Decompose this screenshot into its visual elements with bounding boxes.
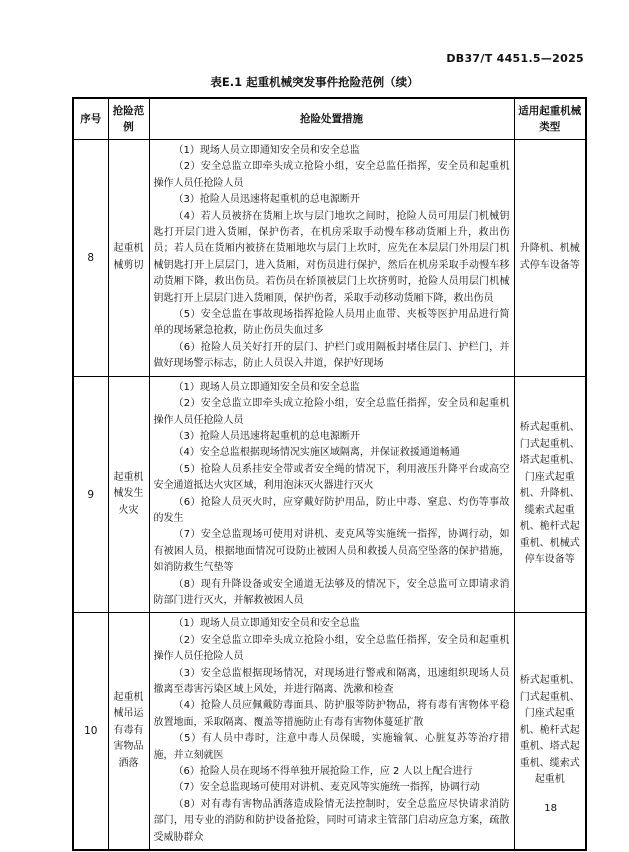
row-type: 桥式起重机、门式起重机、门座式起重机、桅杆式起重机、塔式起重机、缆索式起重机 bbox=[514, 613, 586, 850]
measure-item: （6）抢险人员关好打开的层门、护栏门或用隔板封堵住层门、护栏门，并做好现场警示标志，防止人员误入井道，保护好现场 bbox=[153, 341, 510, 370]
table-title: 表E.1 起重机械突发事件抢险范例（续） bbox=[210, 75, 419, 89]
measure-item: （5）安全总监在事故现场指挥抢险人员用止血带、夹板等医护用品进行简单的现场紧急抢救，防止伤员失血过多 bbox=[153, 309, 510, 337]
row-scope: 起重机械剪切 bbox=[108, 140, 149, 377]
table-header-row bbox=[73, 98, 586, 140]
measure-item: （8）对有毒有害物品洒落造成险情无法控制时，安全总监应尽快请求消防部门，用专业的消防和防护设备抢险，同时可请求主管部门启动应急方案，疏散受威胁群众 bbox=[153, 798, 510, 843]
table-row bbox=[73, 376, 586, 613]
row-scope: 起重机械吊运有毒有害物品洒落 bbox=[108, 613, 149, 850]
header-measures: 抢险处置措施 bbox=[149, 98, 514, 140]
measure-item: （3）抢险人员迅速将起重机的总电源断开 bbox=[173, 430, 360, 442]
standard-number: DB37/T 4451.5—2025 bbox=[446, 52, 584, 65]
row-measures bbox=[149, 140, 514, 377]
measure-item: （1）现场人员立即通知安全员和安全总监 bbox=[173, 381, 360, 393]
row-no: 9 bbox=[73, 376, 108, 613]
header-type: 适用起重机械类型 bbox=[514, 98, 586, 140]
table-row bbox=[73, 613, 586, 850]
row-type: 升降机、机械式停车设备等 bbox=[514, 140, 586, 377]
measure-item: （8）现有升降设备或安全通道无法够及的情况下，安全总监可立即请求消防部门进行灭火，并解救被困人员 bbox=[153, 578, 510, 606]
measure-item: （2）安全总监立即牵头成立抢险小组，安全总监任指挥，安全员和起重机操作人员任抢险人员 bbox=[153, 634, 510, 663]
row-measures bbox=[149, 376, 514, 613]
row-measures bbox=[149, 613, 514, 850]
measure-item: （7）安全总监现场可使用对讲机、麦克风等实施统一指挥，协调行动 bbox=[173, 782, 480, 794]
measure-item: （4）安全总监根据现场情况实施区域隔离，并保证救援通道畅通 bbox=[173, 447, 460, 459]
measure-item: （6）抢险人员灭火时，应穿戴好防护用品，防止中毒、窒息、灼伤等事故的发生 bbox=[153, 496, 510, 524]
measure-item: （2）安全总监立即牵头成立抢险小组，安全总监任指挥，安全员和起重机操作人员任抢险人员 bbox=[153, 398, 510, 426]
rescue-measures-table bbox=[72, 97, 587, 851]
measure-item: （4）若人员被挤在货厢上坎与层门地坎之间时，抢险人员可用层门机械钥匙打开层门进入货厢，保护伤者，在机房采取手动慢车移动货厢上升，救出伤员；若人员在货厢内被挤在货厢地坎与层门上坎时，应先在本层层门外用层门机械钥匙打开上层层门，进入货厢，对伤员进行保护，然后在机房采取手动慢车移动货厢下降，救出伤员。若伤员在轿顶被层门上坎挤剪时，抢险人员用层门机械钥匙打开上层层门进入货厢顶，保护伤者，采取手动移动货厢下降，救出伤员 bbox=[153, 210, 510, 304]
measure-item: （1）现场人员立即通知安全员和安全总监 bbox=[173, 145, 360, 156]
measure-item: （1）现场人员立即通知安全员和安全总监 bbox=[173, 618, 360, 630]
page-number: 18 bbox=[544, 803, 557, 814]
measure-item: （3）抢险人员迅速将起重机的总电源断开 bbox=[173, 194, 360, 206]
measure-item: （5）有人员中毒时，注意中毒人员保暖，实施输氧、心脏复苏等治疗措施，并立刻就医 bbox=[153, 733, 510, 761]
measure-item: （6）抢险人员在现场不得单独开展抢险工作，应 2 人以上配合进行 bbox=[173, 766, 473, 778]
header-scope: 抢险范例 bbox=[108, 98, 149, 140]
row-type: 桥式起重机、门式起重机、塔式起重机、门座式起重机、升降机、缆索式起重机、桅杆式起重机、机械式停车设备等 bbox=[514, 376, 586, 613]
measure-item: （2）安全总监立即牵头成立抢险小组，安全总监任指挥，安全员和起重机操作人员任抢险人员 bbox=[153, 161, 510, 189]
row-scope: 起重机械发生火灾 bbox=[108, 376, 149, 613]
measure-item: （4）抢险人员应佩戴防毒面具、防护服等防护物品，将有毒有害物体平稳放置地面，采取隔离、覆盖等措施防止有毒有害物体蔓延扩散 bbox=[153, 700, 510, 728]
measure-item: （3）安全总监根据现场情况，对现场进行警戒和隔离，迅速组织现场人员撤离至毒害污染区域上风处，并进行隔离、洗漱和检查 bbox=[153, 667, 510, 695]
header-no: 序号 bbox=[73, 98, 108, 140]
table-row bbox=[73, 140, 586, 377]
measure-item: （5）抢险人员系挂安全带或者安全绳的情况下，利用液压升降平台或高空安全通道抵达火灾区域，利用泡沫灭火器进行灭火 bbox=[153, 463, 510, 492]
row-no: 10 bbox=[73, 613, 108, 850]
measure-item: （7）安全总监现场可使用对讲机、麦克风等实施统一指挥，协调行动，如有被困人员，根据地面情况可设防止被困人员和救援人员高空坠落的保护措施，如消防救生气垫等 bbox=[153, 529, 510, 574]
row-no: 8 bbox=[73, 140, 108, 377]
